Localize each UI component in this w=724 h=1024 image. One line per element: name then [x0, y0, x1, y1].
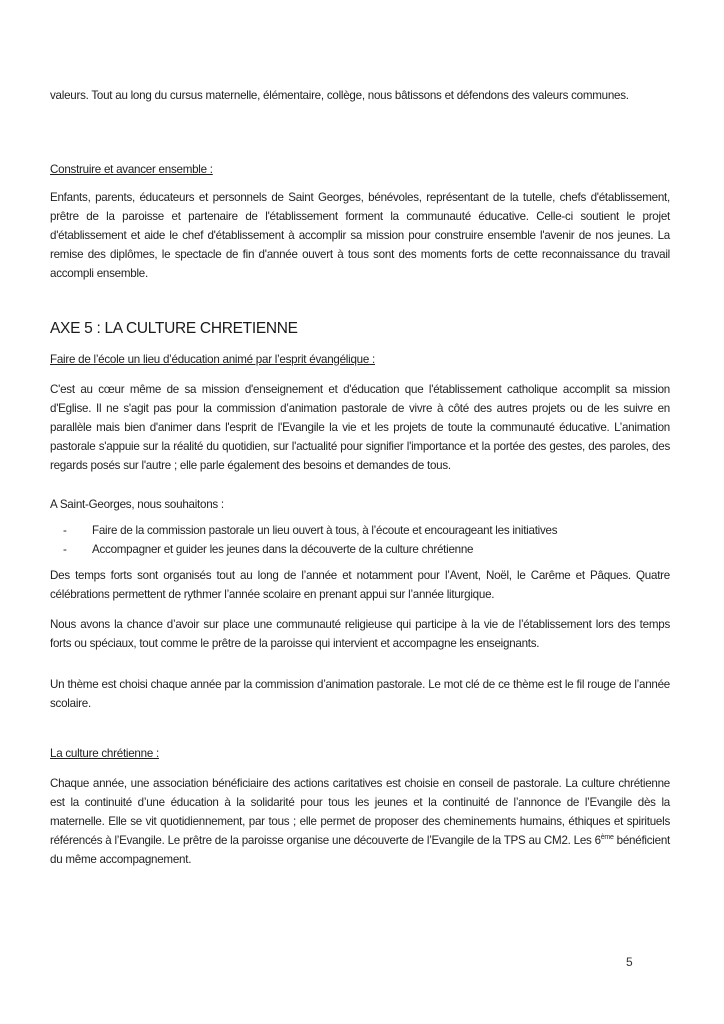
bullet-dash-icon: - [63, 524, 67, 537]
paragraph-mission-eglise: C'est au cœur même de sa mission d'enseignement et d'éducation que l'établissement catholique accomplit sa mission d'Eglise. Il ne s'agit pas pour la commission d’animation pastorale de vivre à côté des autres projets ou de les suivre en parallèle mais bien d'animer dans l'esprit de l'Evangile la vie et les projets de toute la communauté éducative. L’animation pastorale s'appuie sur la réalité du quotidien, sur l'actualité pour signifier l'importance et la portée des gestes, des paroles, des regards posés sur l'autre ; elle parle également des besoins et demandes de tous. [50, 383, 670, 472]
list-item [50, 521, 670, 540]
list-item-text: Faire de la commission pastorale un lieu ouvert à tous, à l’écoute et encourageant les initiatives [92, 524, 558, 537]
subheading-construire: Construire et avancer ensemble : [50, 163, 213, 176]
subheading-ecole-evangelique: Faire de l’école un lieu d’éducation animé par l’esprit évangélique : [50, 353, 375, 366]
page-number: 5 [626, 955, 633, 969]
subheading-culture-chretienne: La culture chrétienne : [50, 747, 159, 760]
list-item [50, 540, 670, 559]
paragraph-construire: Enfants, parents, éducateurs et personnels de Saint Georges, bénévoles, représentant de la tutelle, chefs d'établissement, prêtre de la paroisse et partenaire de l'établissement forment la communauté éducative. Celle-ci soutient le projet d'établissement et aide le chef d'établissement à accomplir sa mission pour construire ensemble l'avenir de nos jeunes. La remise des diplômes, le spectacle de fin d'année ouvert à tous sont des moments forts de cette reconnaissance du travail accompli ensemble. [50, 191, 670, 280]
list-item-text: Accompagner et guider les jeunes dans la découverte de la culture chrétienne [92, 543, 474, 556]
paragraph-text-end: bénéficient du même accompagnement. [50, 834, 670, 866]
paragraph-text: Chaque année, une association bénéficiaire des actions caritatives est choisie en conseil de pastorale. La culture chrétienne est la continuité d’une éducation à la solidarité pour tous les jeunes et la continuité de l’annonce de l’Evangile dès la maternelle. Elle se vit quotidiennement, par tous ; elle permet de proposer des cheminements humains, éthiques et spirituels référencés à l’Evangile. Le prêtre de la paroisse organise une découverte de l’Evangile de la TPS au CM2. Les 6 [50, 777, 670, 847]
wishes-list [50, 521, 670, 559]
paragraph-temps-forts: Des temps forts sont organisés tout au long de l’année et notamment pour l’Avent, Noël, le Carême et Pâques. Quatre célébrations permettent de rythmer l’année scolaire en prenant appui sur l’année liturgique. [50, 569, 670, 601]
superscript-eme: ème [600, 834, 614, 842]
intro-paragraph: valeurs. Tout au long du cursus maternelle, élémentaire, collège, nous bâtissons et défendons des valeurs communes. [50, 89, 629, 102]
paragraph-communaute-religieuse: Nous avons la chance d’avoir sur place une communauté religieuse qui participe à la vie de l’établissement lors des temps forts ou spéciaux, tout comme le prêtre de la paroisse qui intervient et accompagne les enseignants. [50, 618, 670, 650]
list-intro: A Saint-Georges, nous souhaitons : [50, 498, 224, 511]
axe5-heading: AXE 5 : LA CULTURE CHRETIENNE [50, 320, 298, 337]
bullet-dash-icon: - [63, 543, 67, 556]
paragraph-theme-annuel: Un thème est choisi chaque année par la commission d’animation pastorale. Le mot clé de ce thème est le fil rouge de l’année scolaire. [50, 678, 670, 710]
paragraph-culture-chretienne [50, 774, 670, 869]
